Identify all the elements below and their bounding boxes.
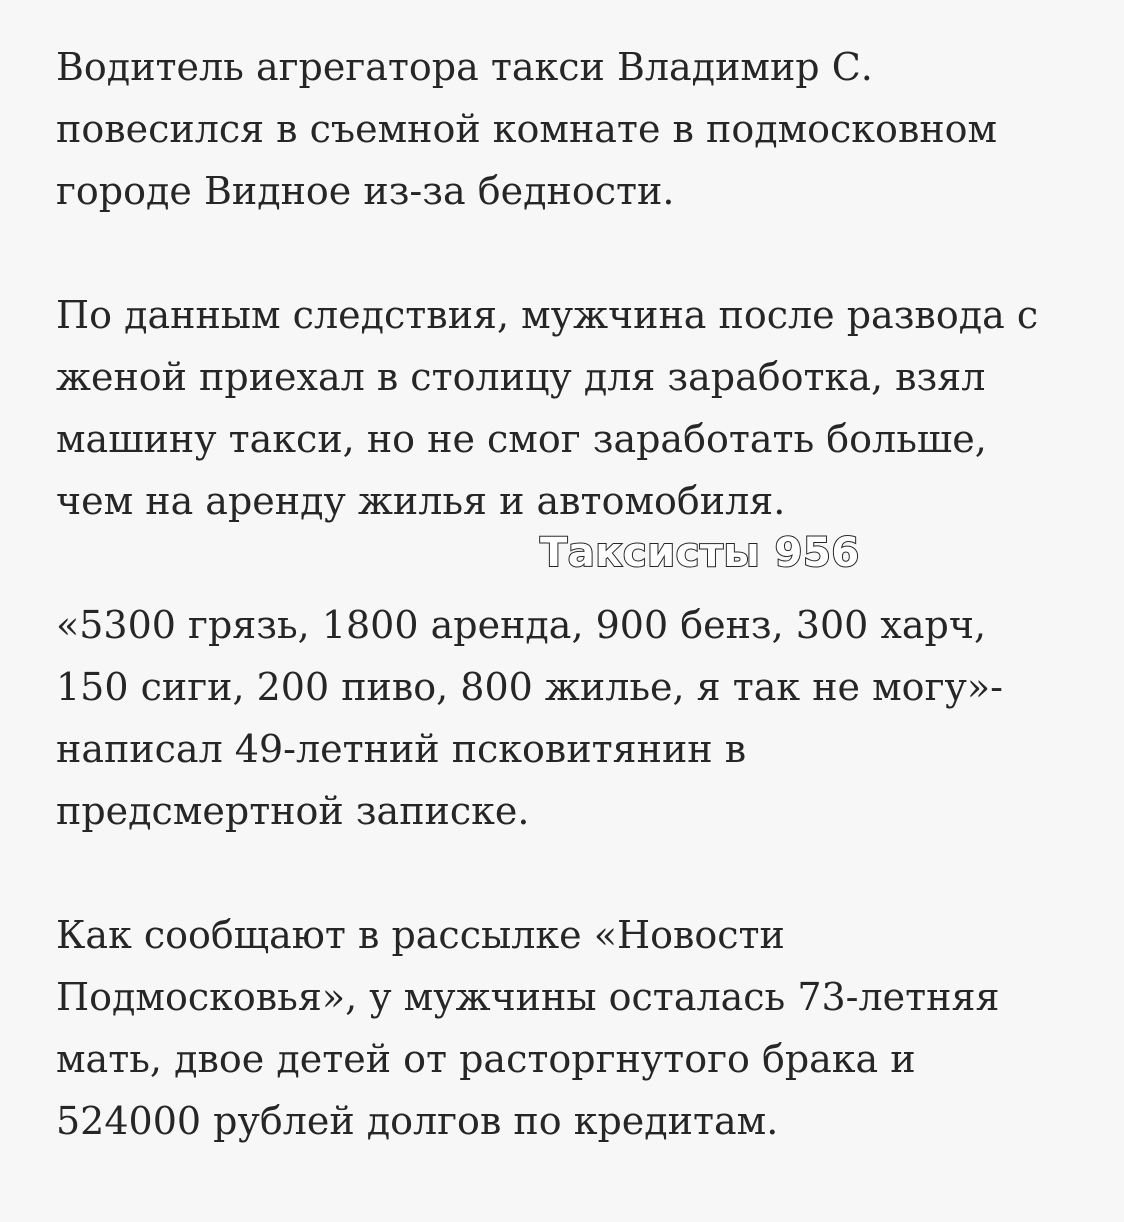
- paragraph-gap: [56, 222, 1084, 284]
- paragraph-4: [56, 904, 1084, 1152]
- text-line: предсмертной записке.: [56, 789, 530, 833]
- paragraph-gap: [56, 842, 1084, 904]
- text-line: 150 сиги, 200 пиво, 800 жилье, я так не могу»-: [56, 665, 1003, 709]
- paragraph-2: [56, 284, 1084, 532]
- text-line: 524000 рублей долгов по кредитам.: [56, 1099, 779, 1143]
- text-line: чем на аренду жилья и автомобиля.: [56, 479, 786, 523]
- text-line: повесился в съемной комнате в подмосковном: [56, 107, 998, 151]
- text-line: мать, двое детей от расторгнутого брака и: [56, 1037, 916, 1081]
- text-line: женой приехал в столицу для заработка, взял: [56, 355, 986, 399]
- text-line: Как сообщают в рассылке «Новости: [56, 913, 785, 957]
- paragraph-1: [56, 36, 1084, 222]
- text-line: «5300 грязь, 1800 аренда, 900 бенз, 300 харч,: [56, 603, 987, 647]
- text-line: Водитель агрегатора такси Владимир С.: [56, 45, 873, 89]
- paragraph-3: [56, 594, 1084, 842]
- watermark-text: Таксисты 956: [540, 530, 860, 576]
- text-line: По данным следствия, мужчина после развода с: [56, 293, 1039, 337]
- text-line: Подмосковья», у мужчины осталась 73-летняя: [56, 975, 1000, 1019]
- text-line: городе Видное из-за бедности.: [56, 169, 675, 213]
- text-line: написал 49-летний псковитянин в: [56, 727, 747, 771]
- text-line: машину такси, но не смог заработать больше,: [56, 417, 987, 461]
